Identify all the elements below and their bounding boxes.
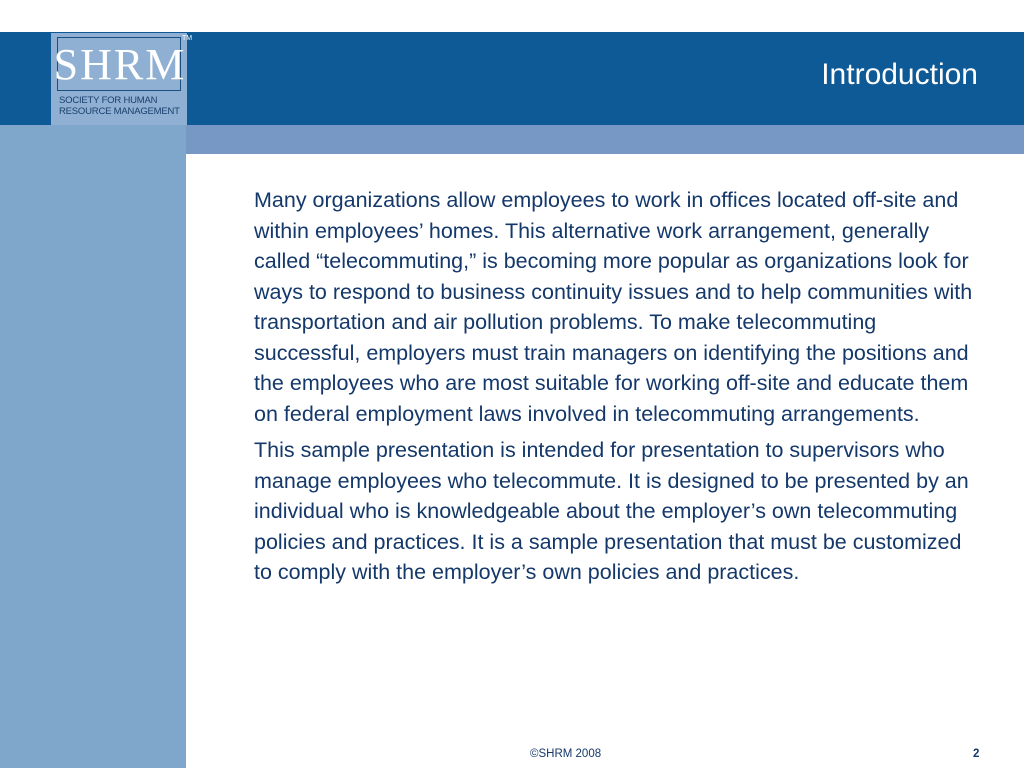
body-paragraph-1: Many organizations allow employees to work in offices located off-site and within employees’ homes. This alternative work arrangement, generally called “telecommuting,” is becoming more popular as organizations look for ways to respond to business continuity issues and to help communities with transportation and air pollution problems. To make telecommuting successful, employers must train managers on identifying the positions and the employees who are most suitable for working off-site and educate them on federal employment laws involved in telecommuting arrangements. xyxy=(254,188,973,426)
logo-letter-s: S xyxy=(53,39,79,89)
slide-body xyxy=(254,185,974,594)
logo-trademark: TM xyxy=(182,35,193,42)
logo-letter-r: R xyxy=(113,39,144,89)
left-column xyxy=(0,125,186,768)
logo-box xyxy=(53,37,185,91)
logo-tagline-line1: SOCIETY FOR HUMAN xyxy=(59,95,158,106)
logo-letter-m: M xyxy=(145,39,185,89)
logo-letter-h: H xyxy=(80,39,112,89)
body-paragraph-2: This sample presentation is intended for presentation to supervisors who manage employees who telecommute. It is designed to be presented by an individual who is knowledgeable about the employer’s own telecommuting policies and practices. It is a sample presentation that must be customized to comply with the employer’s own policies and practices. xyxy=(254,438,969,584)
page-number: 2 xyxy=(973,748,980,760)
footer-copyright: ©SHRM 2008 xyxy=(530,748,602,760)
logo-tagline-line2: RESOURCE MANAGEMENT xyxy=(59,106,180,117)
slide-title: Introduction xyxy=(821,58,978,91)
logo-letters xyxy=(53,38,185,90)
shrm-logo xyxy=(51,33,193,125)
logo-tagline xyxy=(59,95,183,117)
